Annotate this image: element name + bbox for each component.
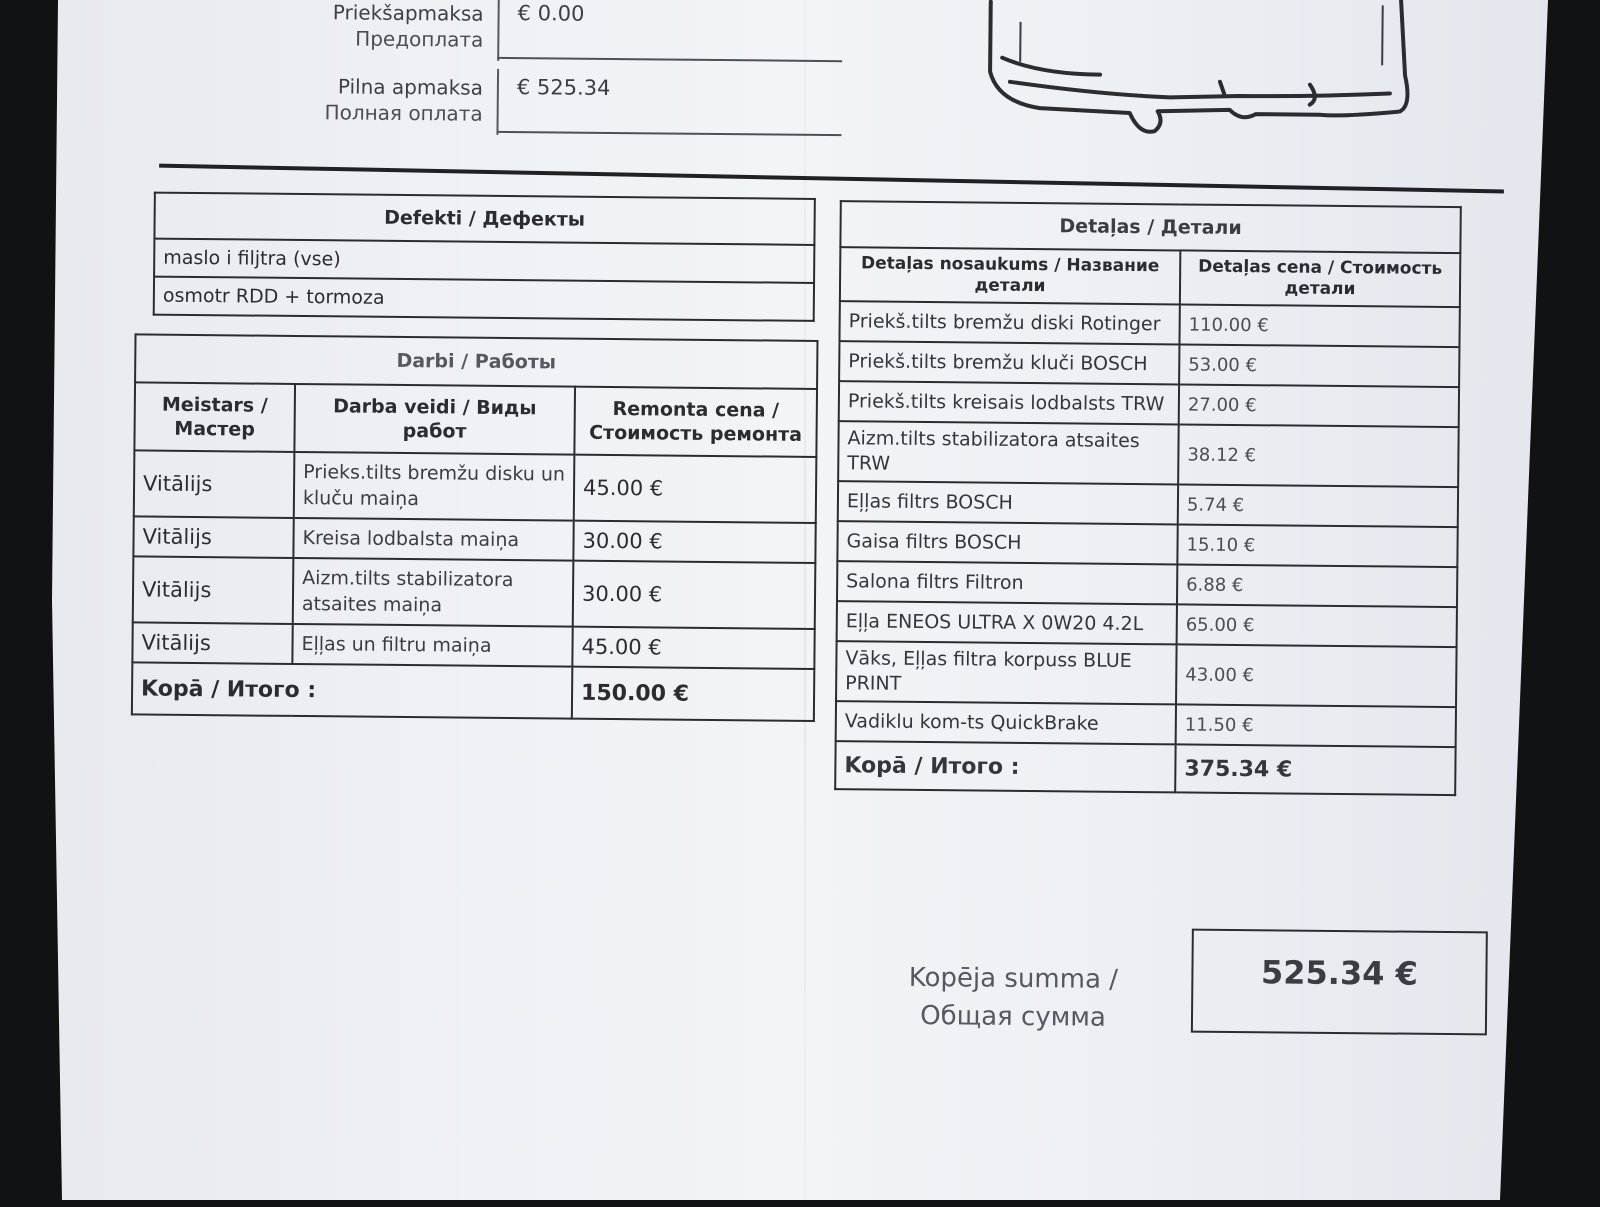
prepayment-label-lv: Priekšapmaksa bbox=[332, 0, 484, 26]
task-cell: Kreisa lodbalsta maiņa bbox=[293, 518, 573, 561]
parts-title: Detaļas / Детали bbox=[840, 201, 1460, 253]
defects-title: Defekti / Дефекты bbox=[154, 193, 814, 245]
part-price-cell: 65.00 € bbox=[1177, 604, 1457, 647]
parts-header-name: Detaļas nosaukums / Название детали bbox=[840, 247, 1181, 304]
prepayment-row bbox=[265, 0, 866, 68]
table-row bbox=[838, 421, 1459, 487]
price-cell: 45.00 € bbox=[574, 455, 817, 523]
table-row bbox=[838, 481, 1458, 527]
part-name-cell: Vāks, Eļļas filtra korpuss BLUE PRINT bbox=[836, 641, 1177, 704]
master-cell: Vitālijs bbox=[133, 516, 293, 558]
works-table bbox=[131, 333, 819, 722]
parts-total-label: Kopā / Итого : bbox=[835, 741, 1175, 792]
grand-total-box bbox=[1191, 929, 1488, 1036]
price-cell: 30.00 € bbox=[573, 521, 815, 563]
parts-total-value: 375.34 € bbox=[1175, 744, 1455, 795]
part-price-cell: 38.12 € bbox=[1178, 424, 1459, 487]
part-price-cell: 53.00 € bbox=[1179, 344, 1459, 387]
part-price-cell: 110.00 € bbox=[1179, 304, 1459, 347]
table-row bbox=[132, 622, 814, 669]
works-header-task: Darba veidi / Виды работ bbox=[294, 384, 575, 455]
works-title: Darbi / Работы bbox=[135, 334, 817, 389]
part-name-cell: Salona filtrs Filtron bbox=[837, 561, 1177, 604]
task-cell: Aizm.tilts stabilizatora atsaites maiņa bbox=[293, 558, 574, 627]
table-row bbox=[836, 701, 1456, 747]
full-payment-label-ru: Полная оплата bbox=[324, 100, 483, 126]
prepayment-label-ru: Предоплата bbox=[355, 26, 484, 52]
table-row bbox=[154, 277, 814, 321]
section-separator bbox=[159, 164, 1504, 194]
part-name-cell: Vadiklu kom-ts QuickBrake bbox=[836, 701, 1176, 744]
table-row bbox=[837, 601, 1457, 647]
table-row bbox=[134, 450, 817, 523]
table-row bbox=[133, 516, 815, 563]
table-row bbox=[133, 556, 816, 629]
part-price-cell: 6.88 € bbox=[1177, 564, 1457, 607]
full-payment-value: € 525.34 bbox=[516, 75, 611, 100]
works-total-row bbox=[132, 662, 814, 721]
grand-total-label bbox=[858, 958, 1169, 1037]
part-price-cell: 15.10 € bbox=[1177, 524, 1457, 567]
part-price-cell: 5.74 € bbox=[1178, 484, 1458, 527]
prepayment-value: € 0.00 bbox=[517, 1, 585, 26]
table-row bbox=[839, 301, 1459, 347]
divider bbox=[497, 0, 500, 61]
defects-table bbox=[153, 192, 816, 322]
part-name-cell: Priekš.tilts kreisais lodbalsts TRW bbox=[839, 381, 1179, 424]
task-cell: Prieks.tilts bremžu disku un kluču maiņa bbox=[294, 452, 575, 521]
price-cell: 30.00 € bbox=[573, 561, 816, 629]
table-row bbox=[837, 521, 1457, 567]
part-name-cell: Priekš.tilts bremžu diski Rotinger bbox=[839, 301, 1179, 344]
parts-table bbox=[834, 200, 1462, 796]
prepayment-label bbox=[265, 0, 483, 53]
part-name-cell: Eļļas filtrs BOSCH bbox=[838, 481, 1178, 524]
underline bbox=[497, 57, 842, 62]
parts-header-price: Detaļas cena / Стоимость детали bbox=[1180, 250, 1461, 307]
table-row bbox=[837, 561, 1457, 607]
grand-total-label-lv: Kopēja summa / bbox=[908, 962, 1119, 995]
works-total-label: Kopā / Итого : bbox=[132, 662, 572, 718]
works-total-value: 150.00 € bbox=[572, 667, 814, 721]
task-cell: Eļļas un filtru maiņa bbox=[292, 624, 572, 667]
divider bbox=[496, 69, 499, 135]
master-cell: Vitālijs bbox=[134, 450, 295, 518]
part-price-cell: 43.00 € bbox=[1176, 644, 1457, 707]
works-header-master: Meistars / Мастер bbox=[134, 382, 295, 452]
part-price-cell: 27.00 € bbox=[1179, 384, 1459, 427]
works-header-price: Remonta cena / Стоимость ремонта bbox=[574, 387, 817, 457]
table-row bbox=[839, 381, 1459, 427]
part-name-cell: Gaisa filtrs BOSCH bbox=[837, 521, 1177, 564]
defect-cell: osmotr RDD + tormoza bbox=[154, 277, 814, 321]
table-row bbox=[154, 239, 814, 283]
underline bbox=[496, 131, 841, 136]
part-name-cell: Eļļa ENEOS ULTRA X 0W20 4.2L bbox=[837, 601, 1177, 644]
price-cell: 45.00 € bbox=[572, 627, 814, 669]
grand-total-label-ru: Общая сумма bbox=[920, 1000, 1106, 1033]
table-row bbox=[836, 641, 1457, 707]
defect-cell: maslo i filjtra (vse) bbox=[154, 239, 814, 283]
master-cell: Vitālijs bbox=[132, 622, 292, 664]
table-row bbox=[839, 341, 1459, 387]
full-payment-row bbox=[264, 73, 865, 143]
part-price-cell: 11.50 € bbox=[1176, 704, 1456, 747]
full-payment-label-lv: Pilna apmaksa bbox=[337, 74, 484, 100]
part-name-cell: Aizm.tilts stabilizatora atsaites TRW bbox=[838, 421, 1179, 484]
grand-total-value: 525.34 € bbox=[1260, 953, 1419, 993]
car-outline-icon bbox=[979, 0, 1451, 146]
parts-total-row bbox=[835, 741, 1455, 795]
master-cell: Vitālijs bbox=[133, 556, 294, 624]
part-name-cell: Priekš.tilts bremžu kluči BOSCH bbox=[839, 341, 1179, 384]
full-payment-label bbox=[265, 73, 483, 127]
